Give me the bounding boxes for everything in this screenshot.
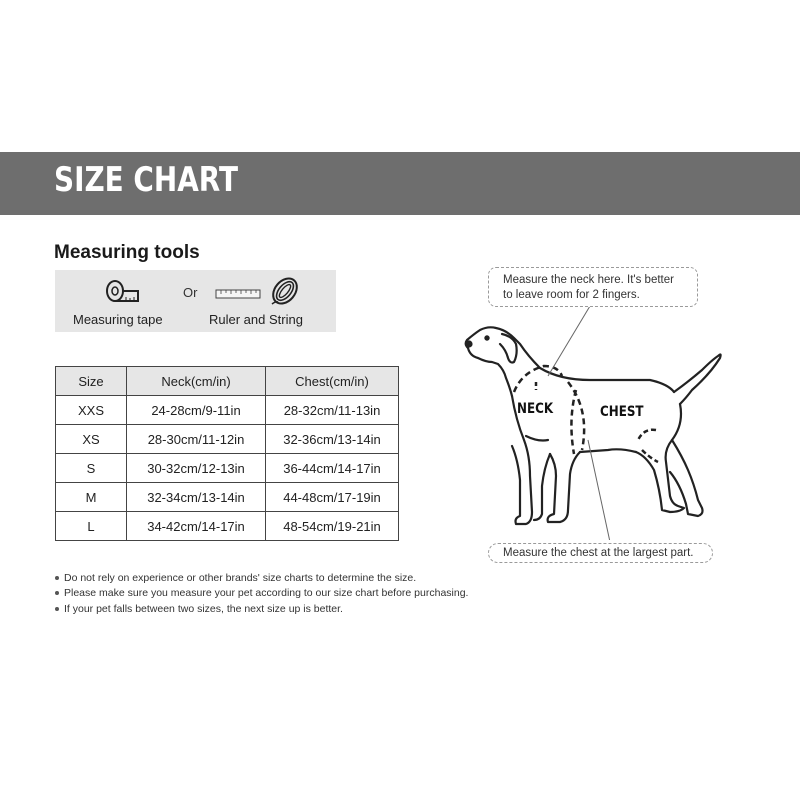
- chest-callout: [488, 543, 713, 563]
- title-banner: [0, 152, 800, 215]
- neck-callout-line2: to leave room for 2 fingers.: [503, 289, 640, 301]
- note-item: [55, 586, 468, 602]
- header-size: Size: [56, 367, 127, 396]
- table-row: [56, 396, 399, 425]
- cell-neck: 30-32cm/12-13in: [127, 454, 266, 483]
- chest-callout-text: Measure the chest at the largest part.: [503, 547, 694, 559]
- tools-heading: Measuring tools: [54, 242, 200, 263]
- cell-neck: 24-28cm/9-11in: [127, 396, 266, 425]
- cell-neck: 28-30cm/11-12in: [127, 425, 266, 454]
- note-text: Please make sure you measure your pet according to our size chart before purchasing.: [64, 587, 469, 600]
- dog-diagram: [440, 300, 740, 540]
- neck-callout-line1: Measure the neck here. It's better: [503, 274, 674, 286]
- table-header-row: [56, 367, 399, 396]
- neck-measure-line: [514, 366, 562, 392]
- cell-chest: 48-54cm/19-21in: [266, 512, 399, 541]
- header-chest: Chest(cm/in): [266, 367, 399, 396]
- bullet-icon: [55, 591, 59, 595]
- table-row: [56, 425, 399, 454]
- chest-label: CHEST: [600, 404, 644, 420]
- size-table: [55, 366, 399, 541]
- page-title: SIZE CHART: [54, 160, 239, 200]
- chest-leader-line: [588, 440, 610, 540]
- neck-leader-line: [548, 306, 590, 376]
- neck-callout: [488, 267, 698, 307]
- note-text: Do not rely on experience or other brands' size charts to determine the size.: [64, 571, 417, 584]
- table-row: [56, 454, 399, 483]
- measuring-tape-icon: [105, 279, 141, 307]
- cell-chest: 36-44cm/14-17in: [266, 454, 399, 483]
- ruler-icon: [215, 288, 261, 300]
- note-item: [55, 570, 468, 586]
- ruler-string-label: Ruler and String: [209, 312, 303, 327]
- bullet-icon: [55, 576, 59, 580]
- tools-box: [55, 270, 336, 332]
- table-row: [56, 512, 399, 541]
- cell-chest: 32-36cm/13-14in: [266, 425, 399, 454]
- table-row: [56, 483, 399, 512]
- cell-chest: 28-32cm/11-13in: [266, 396, 399, 425]
- cell-size: M: [56, 483, 127, 512]
- or-label: Or: [183, 285, 198, 300]
- tape-label: Measuring tape: [73, 312, 163, 327]
- notes-list: [55, 570, 468, 617]
- note-text: If your pet falls between two sizes, the next size up is better.: [64, 602, 343, 615]
- cell-neck: 34-42cm/14-17in: [127, 512, 266, 541]
- cell-neck: 32-34cm/13-14in: [127, 483, 266, 512]
- cell-size: XXS: [56, 396, 127, 425]
- header-neck: Neck(cm/in): [127, 367, 266, 396]
- cell-chest: 44-48cm/17-19in: [266, 483, 399, 512]
- neck-label: NECK: [517, 401, 554, 417]
- bullet-icon: [55, 607, 59, 611]
- dog-outline-icon: [466, 327, 721, 524]
- cell-size: S: [56, 454, 127, 483]
- cell-size: XS: [56, 425, 127, 454]
- string-coil-icon: [267, 274, 303, 308]
- note-item: [55, 601, 468, 617]
- cell-size: L: [56, 512, 127, 541]
